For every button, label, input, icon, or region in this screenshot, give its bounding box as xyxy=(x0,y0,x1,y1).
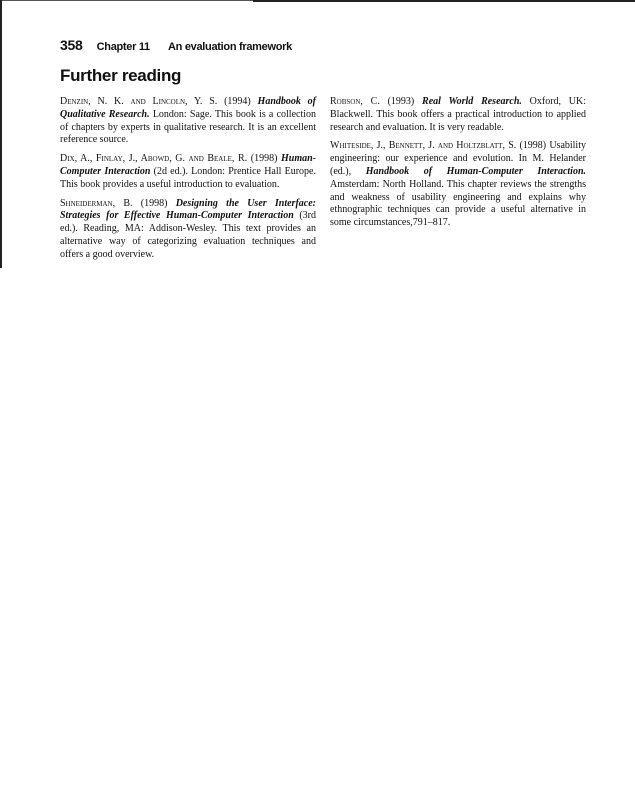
reference-year: (1998) xyxy=(140,197,168,209)
reference-entry xyxy=(60,96,316,147)
reference-title: Designing the User Interface: Strategies for Effective Human-Computer Interaction xyxy=(60,197,316,222)
reference-title: Real World Research. xyxy=(422,96,522,107)
reference-title: Human-Computer Interaction xyxy=(60,153,316,177)
reference-annotation: Amsterdam: North Holland. This chapter reviews the strengths and weakness of usability engineering and explains why ethnographic techniques can provide a useful alternative in some circumstances,791–817. xyxy=(330,178,586,229)
page-title: Further reading xyxy=(60,66,182,85)
reference-authors: Denzin, N. K. and Lincoln, Y. S. xyxy=(60,96,218,107)
running-head xyxy=(60,37,292,55)
reference-title: Handbook of Human-Computer Interaction. xyxy=(365,165,587,177)
section-label: An evaluation framework xyxy=(168,41,292,53)
scan-border-top xyxy=(253,0,635,2)
reference-annotation: (3rd ed.). Reading, MA: Addison-Wesley. This text provides an alternative way of categorizing evaluation techniques and offers a good overview. xyxy=(60,210,317,260)
reference-annotation: Oxford, UK: Blackwell. This book offers a practical introduction to applied research and evaluation. It is very readable. xyxy=(330,96,587,133)
scan-border-left xyxy=(0,0,2,268)
reference-entry xyxy=(60,153,316,191)
reference-year: (1994) xyxy=(224,96,251,107)
reference-entry xyxy=(330,140,586,230)
reference-year: (1998) Usability engineering: our experience and evolution. In M. Helander (ed.), xyxy=(330,140,586,177)
chapter-label: Chapter 11 xyxy=(96,41,150,53)
reference-annotation: (2d ed.). London: Prentice Hall Europe. This book provides a useful introduction to evaluation. xyxy=(60,165,316,190)
reference-column-right xyxy=(330,96,586,236)
reference-column-left xyxy=(60,96,316,268)
reference-authors: Whiteside, J., Bennett, J. and Holtzblatt, S. xyxy=(330,140,517,152)
reference-annotation: London: Sage. This book is a collection of chapters by experts in qualitative research. It is an excellent reference source. xyxy=(60,108,317,146)
reference-entry xyxy=(60,198,316,262)
reference-authors: Dix, A., Finlay, J., Abowd, G. and Beale, R. xyxy=(60,153,248,165)
reference-authors: Shneiderman, B. xyxy=(60,197,133,209)
reference-entry xyxy=(330,96,586,134)
reference-authors: Robson, C. xyxy=(330,96,380,107)
reference-year: (1993) xyxy=(387,96,415,107)
reference-title: Handbook of Qualitative Research. xyxy=(60,96,317,120)
page-number: 358 xyxy=(60,37,83,53)
reference-year: (1998) xyxy=(250,153,278,165)
